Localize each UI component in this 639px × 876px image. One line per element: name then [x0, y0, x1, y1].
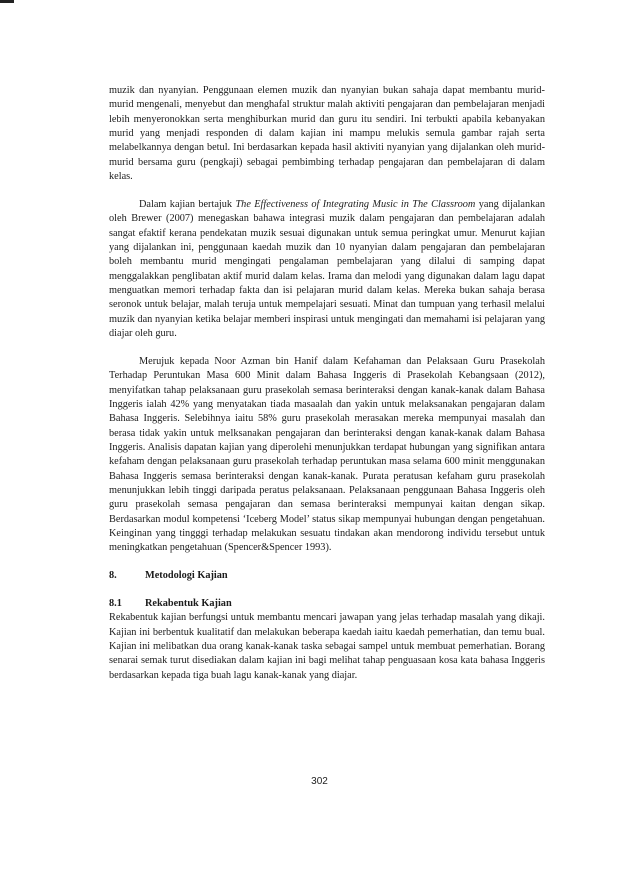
section-number: 8.	[109, 570, 117, 582]
paragraph-brewer-intro: Dalam kajian bertajuk	[139, 198, 236, 210]
paragraph-brewer-rest: yang dijalankan oleh Brewer (2007) menegaskan bahawa integrasi muzik dalam pengajaran dan pembelajaran adalah sangat efaktif kerana pendekatan muzik sesuai digunakan untuk semua peringkat umur. Menurut kajian yang dijalankan ini, penggunaan kaedah muzik dan 10 nyanyian dalam pengajaran dan pembelajaran boleh membantu murid mengingati pengalaman pembelajaran yang dilalui di samping dapat menggalakkan penglibatan aktif murid dalam kelas. Irama dan melodi yang digunakan dalam lagu dapat menguatkan memori terhadap fakta dan isi pelajaran murid dalam kelas. Mereka bukan sahaja berasa seronok untuk belajar, malah teruja untuk mempelajari sesuati. Minat dan tumpuan yang terhasil melalui muzik dan nyanyian ketika belajar memberi inspirasi untuk mengingati dan memahami isi pelajaran yang diajar oleh guru.	[109, 198, 545, 339]
subsection-number: 8.1	[109, 598, 122, 609]
section-title: Metodologi Kajian	[145, 570, 228, 582]
paragraph-brewer-study	[109, 198, 545, 341]
paragraph-research-design: Rekabentuk kajian berfungsi untuk membantu mencari jawapan yang jelas terhadap masalah yang dikaji. Kajian ini berbentuk kualitatif dan melakukan beberapa kaedah iaitu kaedah pemerhatian, dan temu bual. Kajian ini melibatkan dua orang kanak-kanak taska sebagai sampel untuk membuat pemerhatian. Borang senarai semak turut disediakan dalam kajian ini bagi melihat tahap penguasaan kosa kata bahasa Inggeris berdasarkan kepada tiga buah lagu kanak-kanak yang diajar.	[109, 612, 545, 681]
paragraph-music-singing: muzik dan nyanyian. Penggunaan elemen muzik dan nyanyian bukan sahaja dapat membantu murid-murid mengenali, menyebut dan menghafal struktur malah aktiviti pengajaran dan pembelajaran menjadi lebih menyeronokkan serta menghiburkan murid dan guru itu sendiri. Ini terbukti apabila kebanyakan murid yang menjadi responden di dalam kajian ini mampu melukis semula gambar rajah serta melabelkannya dengan betul. Ini berdasarkan kepada hasil aktiviti nyanyian yang dijalankan oleh murid-murid bersama guru (pengkaji) sebagai pembimbing terhadap pengajaran dan pembelajaran di dalam kelas.	[109, 85, 545, 183]
document-body	[109, 84, 545, 683]
scan-corner-mark	[0, 0, 14, 3]
section-heading-8	[109, 569, 545, 583]
subsection-title: Rekabentuk Kajian	[145, 598, 232, 609]
page-number: 302	[311, 776, 328, 787]
section-heading-8-1	[109, 597, 545, 611]
paragraph-noor-azman-study: Merujuk kepada Noor Azman bin Hanif dalam Kefahaman dan Pelaksaan Guru Prasekolah Terhadap Peruntukan Masa 600 Minit dalam Bahasa Inggeris di Prasekolah Kebangsaan (2012), menyifatkan tahap pelaksanaan guru prasekolah semasa berinteraksi dengan kanak-kanak dalam Bahasa Inggeris ialah 42% yang menyatakan tiada masaalah dan yakin untuk melaksanakan pengajaran dalam Bahasa Inggeris. Selebihnya iaitu 58% guru prasekolah merasakan mereka mempunyai masalah dan berasa tidak yakin untuk melksanakan pengajaran dan berinteraksi dengan kanak-kanak dalam Bahasa Inggeris. Analisis dapatan kajian yang diperolehi menunjukkan terdapat hubungan yang signifikan antara kefaham dengan pelaksanaan guru prasekolah terhadap peruntukan masa selama 600 minit menggunakan Bahasa Inggeris semasa berinteraksi dengan kanak-kanak. Purata peratusan kefaham guru prasekolah menunjukkan lebih tinggi daripada peratus pelaksanaan. Pelaksanaan penggunaan Bahasa Inggeris oleh guru prasekolah semasa pengajaran dan semasa berinteraksi mempunyai kaitan dengan sikap. Berdasarkan modul kompetensi ‘Iceberg Model’ status sikap mempunyai hubungan dengan pengetahuan. Keinginan yang tingggi terhadap melakukan sesuatu tindakan akan mendorong individu tersebut untuk meningkatkan pengetahuan (Spencer&Spencer 1993).	[109, 355, 545, 554]
cited-work-title: The Effectiveness of Integrating Music in The Classroom	[235, 198, 476, 210]
